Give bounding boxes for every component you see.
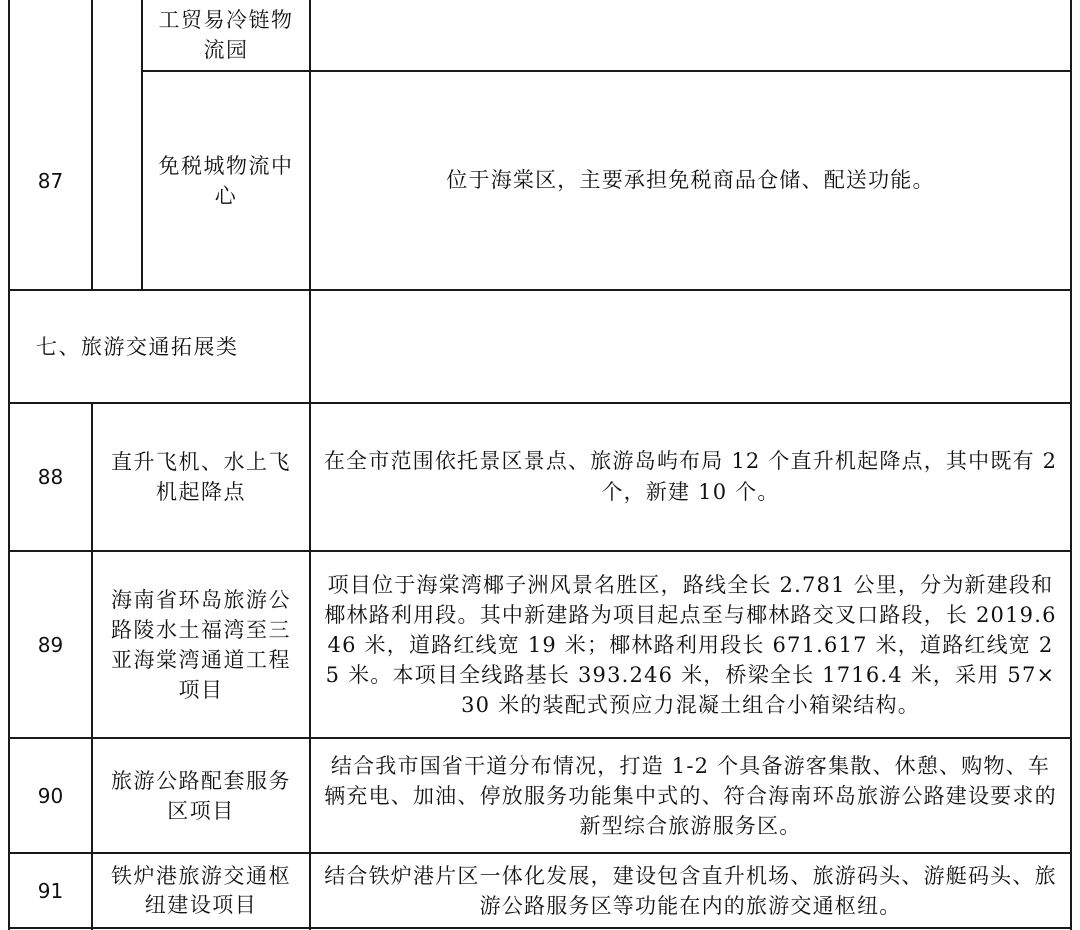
- project-name: 铁炉港旅游交通枢纽建设项目: [111, 863, 291, 917]
- project-description: 结合铁炉港片区一体化发展，建设包含直升机场、旅游码头、游艇码头、旅游公路服务区等功能在内的旅游交通枢纽。: [324, 863, 1057, 918]
- project-name: 工贸易冷链物流园: [158, 8, 294, 62]
- row-number: 87: [37, 168, 64, 193]
- row-number: 88: [37, 465, 64, 489]
- project-description: 项目位于海棠湾椰子洲风景名胜区，路线全长 2.781 公里，分为新建段和椰林路利用段。其中新建路为项目起点至与椰林路交叉口路段，长 2019.646 米，道路红线宽 19 米；椰林路利用段长 671.617 米，道路红线宽 25 米。本项目全线路基长 393.246 米，桥梁全长 1716.4 米，采用 57×30 米的装配式预应力混凝土组合小箱梁结构。: [324, 572, 1057, 717]
- section-heading: 七、旅游交通拓展类: [36, 334, 239, 359]
- project-name: 直升飞机、水上飞机起降点: [111, 450, 291, 504]
- table-border-bottom: [8, 927, 1072, 929]
- project-name: 旅游公路配套服务区项目: [111, 768, 291, 823]
- project-description: 结合我市国省干道分布情况，打造 1-2 个具备游客集散、休憩、购物、车辆充电、加油、停放服务功能集中式的、符合海南环岛旅游公路建设要求的新型综合旅游服务区。: [324, 753, 1057, 838]
- col-divider-num-top: [91, 0, 93, 290]
- row-number: 90: [37, 783, 64, 808]
- project-name: 免税城物流中心: [158, 153, 294, 208]
- project-description: 在全市范围依托景区景点、旅游岛屿布局 12 个直升机起降点，其中既有 2 个，新建 10 个。: [323, 448, 1058, 504]
- table-border-right: [1070, 0, 1072, 930]
- project-name: 海南省环岛旅游公路陵水土福湾至三亚海棠湾通道工程项目: [111, 587, 291, 702]
- row-number: 89: [37, 632, 64, 657]
- table-row: [143, 0, 309, 70]
- row-number: 91: [37, 878, 64, 903]
- project-description: 位于海棠区，主要承担免税商品仓储、配送功能。: [446, 167, 935, 192]
